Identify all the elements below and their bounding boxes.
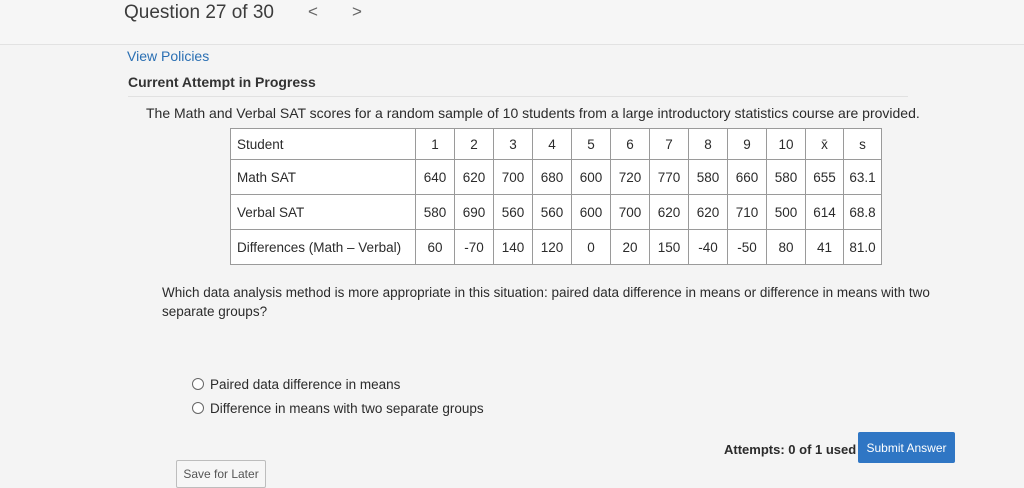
submit-answer-button[interactable]: Submit Answer [858,432,955,463]
table-cell: 680 [533,160,572,195]
table-cell: 560 [494,195,533,230]
radio-button[interactable] [192,402,204,414]
previous-question-icon[interactable]: < [308,2,318,21]
table-cell: 770 [650,160,689,195]
table-cell: 580 [416,195,455,230]
attempts-counter [724,442,856,457]
table-cell: 20 [611,230,650,265]
table-header-cell: 3 [494,129,533,160]
table-cell: -40 [689,230,728,265]
table-cell: 600 [572,160,611,195]
attempts-label: Attempts: [724,442,785,457]
table-cell: 80 [767,230,806,265]
top-bar [0,0,1024,45]
option-label: Paired data difference in means [210,377,401,392]
table-cell: 620 [455,160,494,195]
mean-cell: 655 [806,160,844,195]
table-cell: 600 [572,195,611,230]
table-cell: 140 [494,230,533,265]
sd-cell: 68.8 [844,195,882,230]
table-cell: 700 [494,160,533,195]
sat-scores-table [230,128,882,265]
attempt-heading: Current Attempt in Progress [128,74,316,90]
table-cell: -70 [455,230,494,265]
divider [128,96,908,97]
table-cell: 60 [416,230,455,265]
table-cell: 720 [611,160,650,195]
table-cell: 120 [533,230,572,265]
table-row-verbal [231,195,882,230]
table-cell: 690 [455,195,494,230]
mean-cell: 41 [806,230,844,265]
table-header-cell: 7 [650,129,689,160]
table-cell: 660 [728,160,767,195]
table-header-cell: 5 [572,129,611,160]
table-header-cell: 1 [416,129,455,160]
table-header-cell: 8 [689,129,728,160]
option-paired[interactable] [192,377,400,392]
row-label: Differences (Math – Verbal) [231,230,416,265]
question-text: Which data analysis method is more appropriate in this situation: paired data difference in means or difference in means with two separate groups? [162,285,930,319]
next-question-icon[interactable]: > [352,2,362,21]
table-cell: 580 [767,160,806,195]
table-cell: 640 [416,160,455,195]
table-header-sd: s [844,129,882,160]
table-cell: 500 [767,195,806,230]
table-cell: 620 [689,195,728,230]
table-cell: 580 [689,160,728,195]
table-header-cell: 6 [611,129,650,160]
table-cell: 700 [611,195,650,230]
table-cell: 710 [728,195,767,230]
save-for-later-button[interactable]: Save for Later [176,460,266,488]
table-cell: 560 [533,195,572,230]
option-two-groups[interactable] [192,401,484,416]
table-header-cell: 10 [767,129,806,160]
mean-cell: 614 [806,195,844,230]
sd-cell: 81.0 [844,230,882,265]
table-row-math [231,160,882,195]
table-cell: -50 [728,230,767,265]
table-header-row [231,129,882,160]
table-cell: 0 [572,230,611,265]
row-label: Verbal SAT [231,195,416,230]
table-header-mean: x̄ [806,129,844,160]
table-cell: 150 [650,230,689,265]
radio-button[interactable] [192,378,204,390]
table-header-cell: 2 [455,129,494,160]
question-counter: Question 27 of 30 [124,2,274,23]
table-header-cell: 4 [533,129,572,160]
sd-cell: 63.1 [844,160,882,195]
table-cell: 620 [650,195,689,230]
table-header-label: Student [231,129,416,160]
table-row-differences [231,230,882,265]
question-prompt: The Math and Verbal SAT scores for a random sample of 10 students from a large introductory statistics course are provided. [146,105,920,121]
attempts-value: 0 of 1 used [788,442,857,457]
table-header-cell: 9 [728,129,767,160]
option-label: Difference in means with two separate groups [210,401,484,416]
view-policies-link[interactable]: View Policies [127,48,210,64]
row-label: Math SAT [231,160,416,195]
